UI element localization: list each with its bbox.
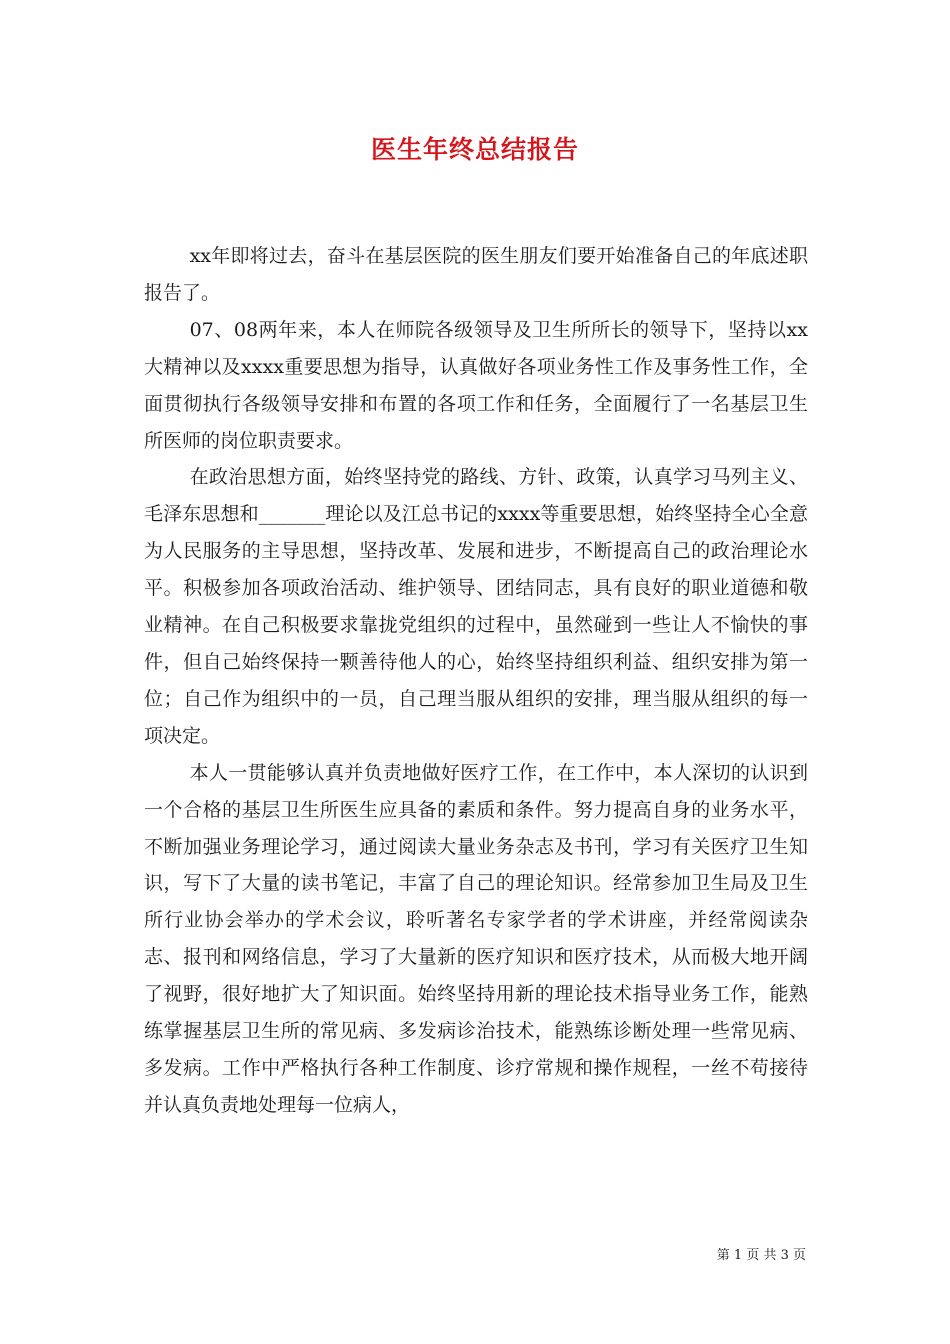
paragraph-medical-work: 本人一贯能够认真并负责地做好医疗工作，在工作中，本人深切的认识到一个合格的基层卫生所医生应具备的素质和条件。努力提高自身的业务水平，不断加强业务理论学习，通过阅读大量业务杂志及书刊，学习有关医疗卫生知识，写下了大量的读书笔记，丰富了自己的理论知识。经常参加卫生局及卫生所行业协会举办的学术会议，聆听著名专家学者的学术讲座，并经常阅读杂志、报刊和网络信息，学习了大量新的医疗知识和医疗技术，从而极大地开阔了视野，很好地扩大了知识面。始终坚持用新的理论技术指导业务工作，能熟练掌握基层卫生所的常见病、多发病诊治技术，能熟练诊断处理一些常见病、多发病。工作中严格执行各种工作制度、诊疗常规和操作规程，一丝不苟接待并认真负责地处理每一位病人， xyxy=(144,761,808,1116)
paragraph-work-overview: 07、08两年来，本人在师院各级领导及卫生所所长的领导下，坚持以xx大精神以及xxxx重要思想为指导，认真做好各项业务性工作及事务性工作，全面贯彻执行各级领导安排和布置的各项工作和任务，全面履行了一名基层卫生所医师的岗位职责要求。 xyxy=(144,318,808,452)
page-title: 医生年终总结报告 xyxy=(370,135,579,164)
page-number-footer: 第 1 页 共 3 页 xyxy=(716,1248,806,1263)
paragraph-intro: xx年即将过去，奋斗在基层医院的医生朋友们要开始准备自己的年底述职报告了。 xyxy=(144,245,808,304)
paragraph-political-thought: 在政治思想方面，始终坚持党的路线、方针、政策，认真学习马列主义、毛泽东思想和_______理论以及江总书记的xxxx等重要思想，始终坚持全心全意为人民服务的主导思想，坚持改革、发展和进步，不断提高自己的政治理论水平。积极参加各项政治活动、维护领导、团结同志，具有良好的职业道德和敬业精神。在自己积极要求靠拢党组织的过程中，虽然碰到一些让人不愉快的事件，但自己始终保持一颗善待他人的心，始终坚持组织利益、组织安排为第一位；自己作为组织中的一员，自己理当服从组织的安排，理当服从组织的每一项决定。 xyxy=(144,466,808,747)
document-body xyxy=(144,238,808,1124)
